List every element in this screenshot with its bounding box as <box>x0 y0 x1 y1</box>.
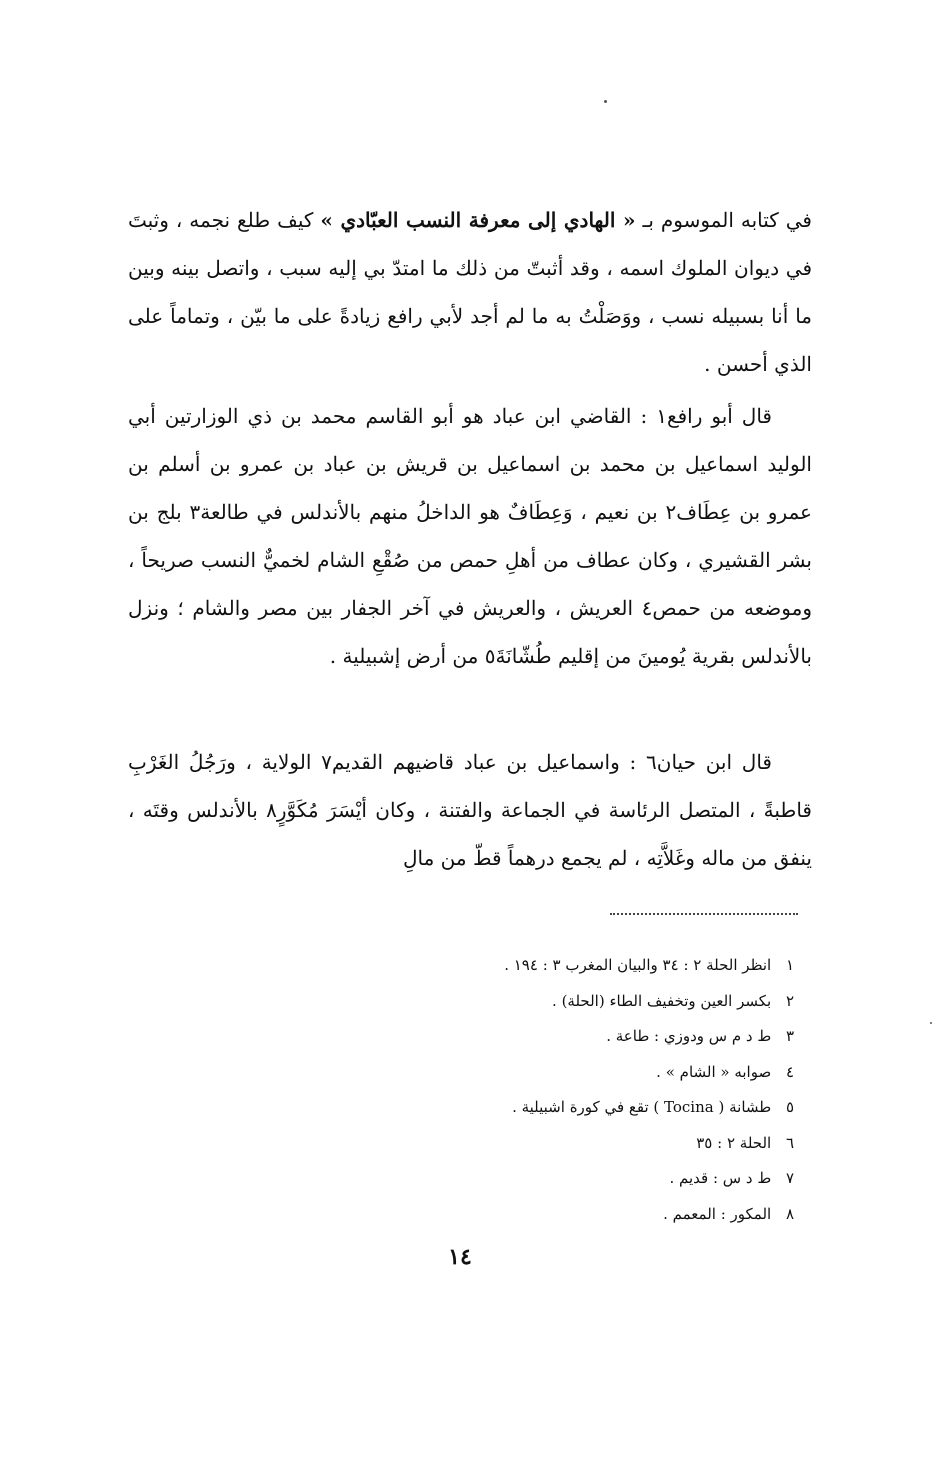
paragraph-1 <box>128 196 812 388</box>
footnote-item <box>380 1055 794 1091</box>
footnote-number: ٥ <box>785 1098 794 1116</box>
paragraph-1-lead: في كتابه الموسوم بـ <box>642 208 812 232</box>
footnotes-list <box>380 948 794 1232</box>
footnote-number: ٤ <box>785 1062 794 1081</box>
footnote-number: ١ <box>785 956 794 974</box>
paragraph-2 <box>128 392 812 680</box>
footnote-number: ٧ <box>785 1169 794 1187</box>
footnote-text: بكسر العين وتخفيف الطاء (الحلة) . <box>552 991 772 1010</box>
footnote-number: ٣ <box>785 1027 794 1045</box>
footnote-item <box>380 1126 794 1162</box>
footnote-number: ٦ <box>785 1133 794 1152</box>
footnote-divider <box>610 913 798 915</box>
book-title: « الهادي إلى معرفة النسب العبّادي » <box>320 208 636 232</box>
scan-speck <box>930 1022 932 1024</box>
footnote-item <box>380 1161 794 1197</box>
footnote-item <box>380 1197 794 1233</box>
footnote-number: ٢ <box>785 991 794 1010</box>
footnote-item <box>380 948 794 984</box>
footnote-text: انظر الحلة ٢ : ٣٤ والبيان المغرب ٣ : ١٩٤ . <box>504 956 772 974</box>
paragraph-3 <box>128 738 812 882</box>
footnote-text: طشانة ( Tocina ) تقع في كورة اشبيلية . <box>512 1098 772 1116</box>
footnote-item <box>380 984 794 1020</box>
footnote-text: ط د م س ودوزي : طاعة . <box>606 1027 772 1045</box>
footnote-text: المكور : المعمم . <box>663 1204 772 1223</box>
footnote-text: ط د س : قديم . <box>669 1169 772 1187</box>
scan-speck <box>604 100 607 103</box>
paragraph-2-text: قال أبو رافع١ : القاضي ابن عباد هو أبو القاسم محمد بن ذي الوزارتين أبي الوليد اسماعيل بن محمد بن اسماعيل بن قريش بن عباد بن عمرو بن أسلم بن عمرو بن عِطَاف٢ بن نعيم ، وَعِطَافٌ هو الداخلُ منهم بالأندلس في طالعة٣ بلج بن بشر القشيري ، وكان عطاف من أهلِ حمص من صُقْعِ الشام لخميٌّ النسب صريحاً ، وموضعه من حمص٤ العريش ، والعريش في آخر الجفار بين مصر والشام ؛ ونزل بالأندلس بقرية يُومينَ من إقليم طُشّانَةَ٥ من أرض إشبيلية . <box>128 404 812 668</box>
paragraph-1-rest: كيف طلع نجمه ، وثبتَ في ديوان الملوك اسمه ، وقد أثبتّ من ذلك ما امتدّ بي إليه سبب ، واتصل بينه وبين ما أنا بسبيله نسب ، ووَصَلْتُ به ما لم أجد لأبي رافع زيادةً على ما بيّن ، وتماماً على الذي أحسن . <box>128 208 812 376</box>
footnote-item <box>380 1019 794 1055</box>
page-number: ١٤ <box>448 1244 472 1270</box>
footnote-text: صوابه « الشام » . <box>656 1062 772 1081</box>
footnote-item <box>380 1090 794 1126</box>
paragraph-3-text: قال ابن حيان٦ : واسماعيل بن عباد قاضيهم القديم٧ الولاية ، ورَجُلُ الغَرْبِ قاطبةً ، المتصل الرئاسة في الجماعة والفتنة ، وكان أيْسَرَ مُكَوَّرٍ٨ بالأندلس وقتَه ، ينفق من ماله وغَلاَّتِه ، لم يجمع درهماً قطّ من مالِ <box>128 750 812 870</box>
footnote-text: الحلة ٢ : ٣٥ <box>696 1133 772 1152</box>
footnote-number: ٨ <box>785 1204 794 1223</box>
